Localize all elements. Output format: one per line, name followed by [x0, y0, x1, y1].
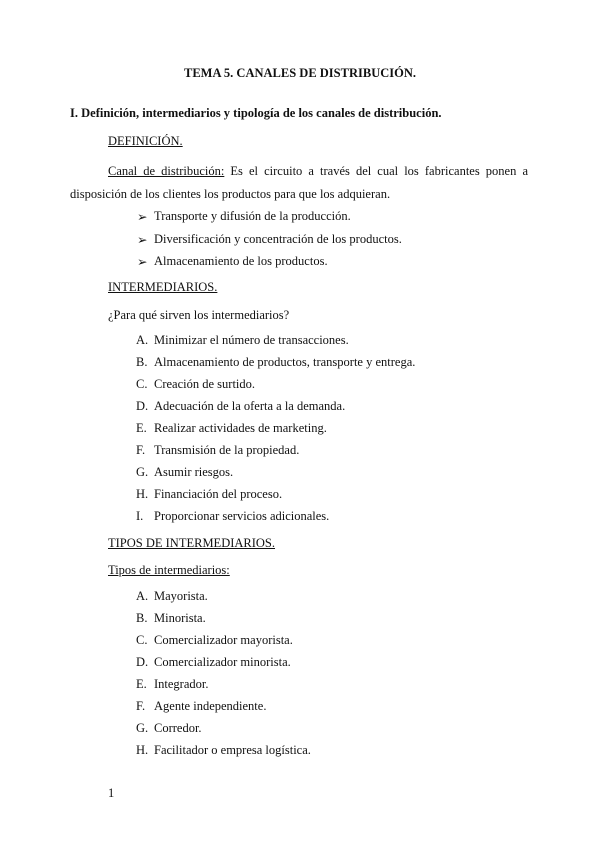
intermediarios-heading: INTERMEDIARIOS.: [108, 280, 218, 294]
definicion-line-1: [70, 160, 528, 183]
list-item-text: Mayorista.: [154, 589, 208, 603]
list-item-text: Asumir riesgos.: [154, 465, 234, 479]
list-item-text: Integrador.: [154, 677, 209, 691]
bullet-arrow-icon: ➢: [137, 210, 148, 224]
list-item-text: Financiación del proceso.: [154, 487, 283, 501]
list-letter: F.: [136, 443, 146, 457]
list-letter: H.: [136, 743, 149, 757]
list-item-text: Comercializador minorista.: [154, 655, 291, 669]
bullet-arrow-icon: ➢: [137, 232, 148, 247]
list-item-text: Agente independiente.: [154, 699, 267, 713]
list-letter: B.: [136, 355, 148, 369]
list-letter: D.: [136, 399, 149, 413]
definicion-text-2: disposición de los clientes los productos para que los adquieran.: [70, 187, 391, 201]
list-item-text: Adecuación de la oferta a la demanda.: [154, 399, 346, 413]
list-letter: A.: [136, 589, 149, 603]
list-letter: D.: [136, 655, 149, 669]
definicion-term: Canal de distribución:: [108, 164, 225, 178]
list-letter: C.: [136, 633, 148, 647]
definicion-text-1: Es el circuito a través del cual los fabricantes ponen a: [224, 164, 528, 178]
list-item-text: Transmisión de la propiedad.: [154, 443, 300, 457]
list-item-text: Corredor.: [154, 721, 202, 735]
definicion-paragraph: [70, 160, 528, 206]
definicion-heading: DEFINICIÓN.: [108, 134, 183, 148]
list-letter: C.: [136, 377, 148, 391]
list-item-text: Proporcionar servicios adicionales.: [154, 509, 330, 523]
tipos-heading: TIPOS DE INTERMEDIARIOS.: [108, 536, 276, 550]
list-item-text: Minorista.: [154, 611, 206, 625]
list-letter: F.: [136, 699, 146, 713]
list-letter: H.: [136, 487, 149, 501]
list-letter: E.: [136, 677, 147, 691]
list-letter: I.: [136, 509, 144, 523]
section-heading: I. Definición, intermediarios y tipología de los canales de distribución.: [70, 106, 442, 120]
list-item-text: Transporte y difusión de la producción.: [154, 209, 351, 223]
list-letter: G.: [136, 465, 149, 479]
bullet-arrow-icon: ➢: [137, 255, 148, 269]
list-letter: A.: [136, 333, 149, 347]
list-item-text: Almacenamiento de productos, transporte y entrega.: [154, 355, 416, 369]
list-item-text: Diversificación y concentración de los productos.: [154, 231, 402, 246]
list-letter: E.: [136, 421, 147, 435]
list-item-text: Realizar actividades de marketing.: [154, 421, 327, 435]
tipos-subheading: Tipos de intermediarios:: [108, 563, 230, 577]
page-number: 1: [108, 786, 115, 800]
list-item-text: Creación de surtido.: [154, 377, 256, 391]
list-item-text: Comercializador mayorista.: [154, 633, 293, 647]
intermediarios-question: ¿Para qué sirven los intermediarios?: [108, 308, 290, 322]
list-letter: G.: [136, 721, 149, 735]
list-item-text: Minimizar el número de transacciones.: [154, 333, 349, 347]
list-item-text: Facilitador o empresa logística.: [154, 743, 311, 757]
list-letter: B.: [136, 611, 148, 625]
page-title: TEMA 5. CANALES DE DISTRIBUCIÓN.: [184, 66, 416, 80]
list-item-text: Almacenamiento de los productos.: [154, 254, 328, 268]
